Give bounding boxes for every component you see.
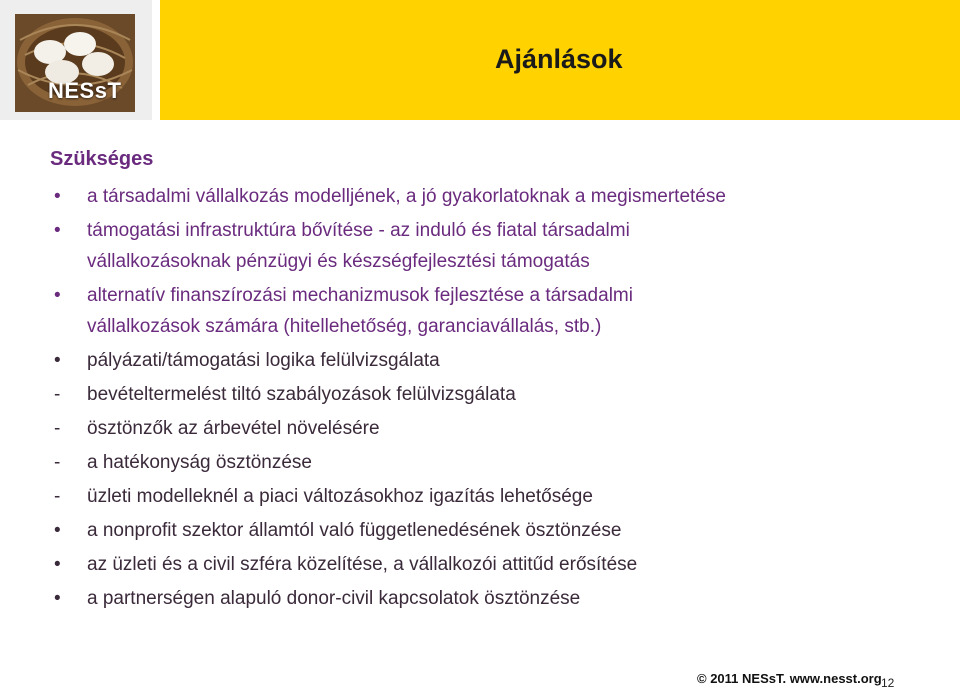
item-text: a társadalmi vállalkozás modelljének, a jó gyakorlatoknak a megismertetése	[87, 186, 726, 207]
item-text: üzleti modelleknél a piaci változásokhoz igazítás lehetősége	[87, 486, 593, 507]
list-item	[50, 280, 930, 342]
list-item	[50, 413, 930, 444]
list-item	[50, 583, 930, 614]
bullet-marker: •	[54, 520, 61, 541]
item-text: az üzleti és a civil szféra közelítése, a vállalkozói attitűd erősítése	[87, 554, 638, 575]
bullet-marker: •	[54, 285, 61, 306]
dash-marker: -	[54, 418, 61, 439]
item-text: a hatékonyság ösztönzése	[87, 452, 312, 473]
bullet-marker: •	[54, 186, 61, 207]
item-text: bevételtermelést tiltó szabályozások felülvizsgálata	[87, 384, 516, 405]
item-text: pályázati/támogatási logika felülvizsgálata	[87, 350, 440, 371]
title-bar	[160, 0, 960, 120]
list-item	[50, 345, 930, 376]
bullet-marker: •	[54, 554, 61, 575]
item-text: támogatási infrastruktúra bővítése - az induló és fiatal társadalmi	[87, 220, 630, 241]
list-item	[50, 515, 930, 546]
section-heading: Szükséges	[50, 148, 154, 170]
item-text: a nonprofit szektor államtól való függetlenedésének ösztönzése	[87, 520, 622, 541]
dash-marker: -	[54, 486, 61, 507]
page-number: 12	[881, 676, 895, 690]
logo-text: NESsT	[48, 78, 122, 103]
bullet-marker: •	[54, 220, 61, 241]
item-text: vállalkozások számára (hitellehetőség, garanciavállalás, stb.)	[87, 316, 602, 337]
list-item	[50, 181, 930, 212]
page-title: Ajánlások	[495, 44, 623, 74]
list-item	[50, 379, 930, 410]
list-item	[50, 481, 930, 512]
list-item	[50, 549, 930, 580]
item-text: alternatív finanszírozási mechanizmusok fejlesztése a társadalmi	[87, 285, 633, 306]
item-text: vállalkozásoknak pénzügyi és készségfejlesztési támogatás	[87, 251, 590, 272]
logo	[0, 0, 152, 120]
item-text: a partnerségen alapuló donor-civil kapcsolatok ösztönzése	[87, 588, 581, 609]
bullet-marker: •	[54, 350, 61, 371]
list-item	[50, 447, 930, 478]
footer-copyright: © 2011 NESsT. www.nesst.org	[697, 671, 882, 686]
dash-marker: -	[54, 384, 61, 405]
bullet-marker: •	[54, 588, 61, 609]
content	[50, 148, 930, 614]
dash-marker: -	[54, 452, 61, 473]
item-text: ösztönzők az árbevétel növelésére	[87, 418, 380, 439]
list-item	[50, 215, 930, 277]
